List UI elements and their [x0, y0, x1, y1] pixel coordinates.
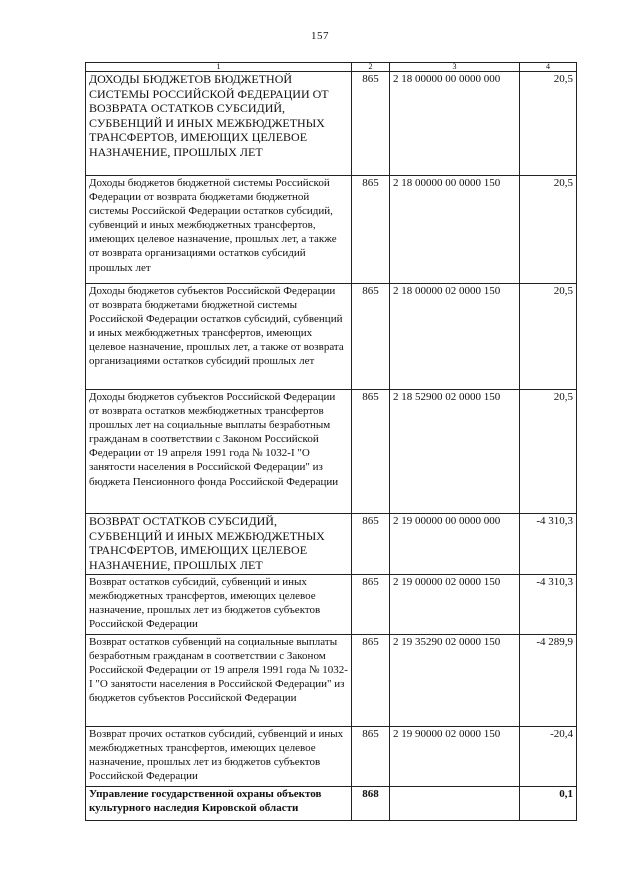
- column-number: 2: [352, 63, 390, 72]
- row-budget-code: [390, 787, 520, 821]
- row-amount: -4 310,3: [520, 575, 577, 635]
- page-number: 157: [311, 30, 329, 42]
- table-row: [86, 284, 577, 390]
- column-number: 3: [390, 63, 520, 72]
- row-admin-code: 865: [352, 575, 390, 635]
- row-amount: 20,5: [520, 176, 577, 284]
- row-name: Доходы бюджетов субъектов Российской Федерации от возврата остатков межбюджетных трансфертов прошлых лет на социальные выплаты безработным гражданам в соответствии с Законом Российской Федерации от 19 апреля 1991 года № 1032-I "О занятости населения в Российской Федерации" из бюджета Пенсионного фонда Российской Федерации: [86, 390, 352, 514]
- row-admin-code: 865: [352, 284, 390, 390]
- row-admin-code: 865: [352, 635, 390, 727]
- row-name: Доходы бюджетов бюджетной системы Российской Федерации от возврата бюджетами бюджетной системы Российской Федерации остатков субсидий, субвенций и иных межбюджетных трансфертов, имеющих целевое назначение, прошлых лет, а также от возврата организациями остатков субсидий прошлых лет: [86, 176, 352, 284]
- row-admin-code: 865: [352, 727, 390, 787]
- row-amount: -20,4: [520, 727, 577, 787]
- row-admin-code: 865: [352, 390, 390, 514]
- row-admin-code: 865: [352, 176, 390, 284]
- row-amount: 20,5: [520, 390, 577, 514]
- budget-table: [85, 62, 577, 821]
- row-admin-code: 868: [352, 787, 390, 821]
- row-name: Возврат остатков субсидий, субвенций и иных межбюджетных трансфертов, имеющих целевое назначение, прошлых лет из бюджетов субъектов Российской Федерации: [86, 575, 352, 635]
- row-admin-code: 865: [352, 72, 390, 176]
- row-budget-code: 2 18 00000 00 0000 000: [390, 72, 520, 176]
- row-amount: 20,5: [520, 284, 577, 390]
- table-row: [86, 575, 577, 635]
- table-row: [86, 727, 577, 787]
- row-budget-code: 2 19 00000 02 0000 150: [390, 575, 520, 635]
- row-budget-code: 2 19 90000 02 0000 150: [390, 727, 520, 787]
- row-admin-code: 865: [352, 514, 390, 575]
- row-amount: -4 310,3: [520, 514, 577, 575]
- table-row: [86, 390, 577, 514]
- table-row: [86, 514, 577, 575]
- row-budget-code: 2 18 52900 02 0000 150: [390, 390, 520, 514]
- row-budget-code: 2 18 00000 02 0000 150: [390, 284, 520, 390]
- row-name: ВОЗВРАТ ОСТАТКОВ СУБСИДИЙ, СУБВЕНЦИЙ И ИНЫХ МЕЖБЮДЖЕТНЫХ ТРАНСФЕРТОВ, ИМЕЮЩИХ ЦЕЛЕВОЕ НАЗНАЧЕНИЕ, ПРОШЛЫХ ЛЕТ: [86, 514, 352, 575]
- column-number: 4: [520, 63, 577, 72]
- row-name: Доходы бюджетов субъектов Российской Федерации от возврата бюджетами бюджетной системы Российской Федерации остатков субсидий, субвенций и иных межбюджетных трансфертов, имеющих целевое назначение, прошлых лет, а также от возврата организациями остатков субсидий прошлых лет: [86, 284, 352, 390]
- table-row: [86, 72, 577, 176]
- column-number-row: [86, 63, 577, 72]
- row-budget-code: 2 18 00000 00 0000 150: [390, 176, 520, 284]
- row-name: Возврат прочих остатков субсидий, субвенций и иных межбюджетных трансфертов, имеющих целевое назначение, прошлых лет из бюджетов субъектов Российской Федерации: [86, 727, 352, 787]
- column-number: 1: [86, 63, 352, 72]
- row-amount: 0,1: [520, 787, 577, 821]
- row-budget-code: 2 19 00000 00 0000 000: [390, 514, 520, 575]
- table-row: [86, 176, 577, 284]
- row-amount: 20,5: [520, 72, 577, 176]
- table-row: [86, 787, 577, 821]
- row-name: Возврат остатков субвенций на социальные выплаты безработным гражданам в соответствии с Законом Российской Федерации от 19 апреля 1991 года № 1032-I "О занятости населения в Российской Федерации" из бюджетов субъектов Российской Федерации: [86, 635, 352, 727]
- row-name: Управление государственной охраны объектов культурного наследия Кировской области: [86, 787, 352, 821]
- row-amount: -4 289,9: [520, 635, 577, 727]
- row-name: ДОХОДЫ БЮДЖЕТОВ БЮДЖЕТНОЙ СИСТЕМЫ РОССИЙСКОЙ ФЕДЕРАЦИИ ОТ ВОЗВРАТА ОСТАТКОВ СУБСИДИЙ, СУБВЕНЦИЙ И ИНЫХ МЕЖБЮДЖЕТНЫХ ТРАНСФЕРТОВ, ИМЕЮЩИХ ЦЕЛЕВОЕ НАЗНАЧЕНИЕ, ПРОШЛЫХ ЛЕТ: [86, 72, 352, 176]
- table-row: [86, 635, 577, 727]
- row-budget-code: 2 19 35290 02 0000 150: [390, 635, 520, 727]
